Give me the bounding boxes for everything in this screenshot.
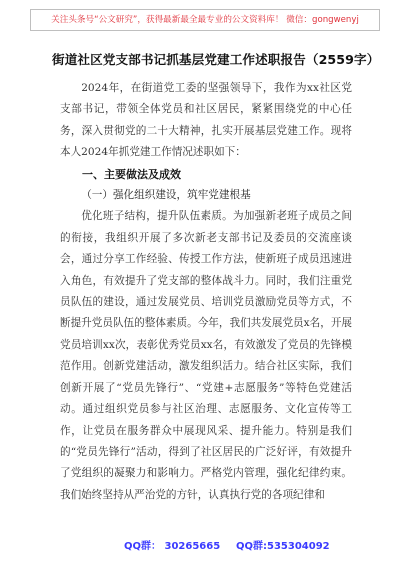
footer-qq-group-left: QQ群： 30265665: [124, 541, 221, 552]
intro-paragraph: 2024年，在街道党工委的坚强领导下，我作为xx社区党支部书记，带领全体党员和社区居民，紧紧围绕党的中心任务，深入贯彻党的二十大精神，扎实开展基层党建工作。现将本人2024年抓党建工作情况述职如下：: [60, 82, 352, 159]
document-title: 街道社区党支部书记抓基层党建工作述职报告（2559字）: [52, 52, 380, 67]
footer-qq-group-right: QQ群:535304092: [236, 541, 330, 552]
document-body: [60, 78, 352, 506]
banner-text: 关注头条号“公文研究”，获得最新最全最专业的公文资料库！ 微信：gongwenyj: [51, 15, 359, 25]
body-paragraph: 优化班子结构，提升队伍素质。为加强新老班子成员之间的衔接，我组织开展了多次新老支部书记及委员的交流座谈会，通过分享工作经验、传授工作方法，使新班子成员迅速进入角色，有效提升了党支部的整体战斗力。同时，我们注重党员队伍的建设，通过发展党员、培训党员激励党员等方式，不断提升党员队伍的整体素质。今年，我们共发展党员x名，开展党员培训xx次，表彰优秀党员xx名，有效激发了党员的先锋模范作用。创新党建活动，激发组织活力。结合社区实际，我们创新开展了“党员先锋行”、“党建+志愿服务”等特色党建活动。通过组织党员参与社区治理、志愿服务、文化宣传等工作，让党员在服务群众中展现风采、提升能力。特别是我们的“党员先锋行”活动，得到了社区居民的广泛好评，有效提升了党组织的凝聚力和影响力。严格党内管理，强化纪律约束。我们始终坚持从严治党的方针，认真执行党的各项纪律和: [60, 210, 353, 501]
footer: [0, 537, 408, 553]
top-banner: [30, 9, 380, 31]
subsection-heading: （一）强化组织建设，筑牢党建根基: [81, 189, 251, 202]
section-heading: 一、主要做法及成效: [82, 167, 181, 181]
